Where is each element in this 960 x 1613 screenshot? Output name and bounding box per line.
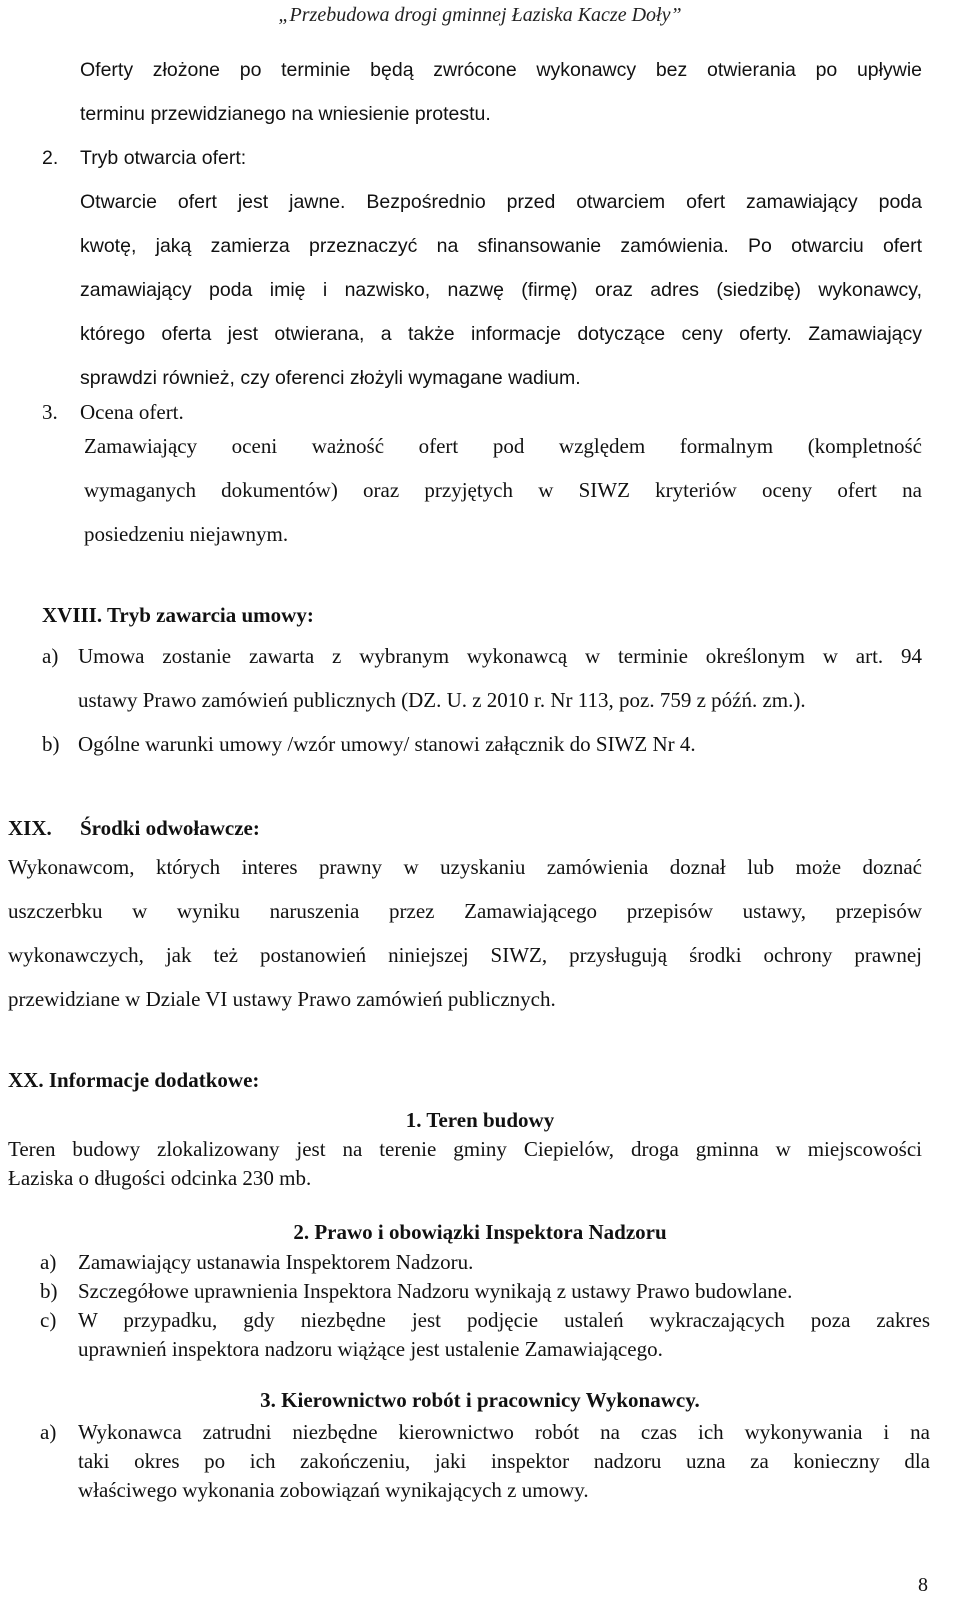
evaluation-paragraph xyxy=(84,424,922,556)
management-list xyxy=(40,1418,930,1505)
list-text: uprawnień inspektora nadzoru wiążące jest ustalenie Zamawiającego. xyxy=(78,1337,663,1361)
list-item xyxy=(42,634,922,678)
list-label: b) xyxy=(42,732,60,756)
list-text: ustawy Prawo zamówień publicznych (DZ. U. z 2010 r. Nr 113, poz. 759 z późń. zm.). xyxy=(78,688,806,712)
paragraph-line: sprawdzi również, czy oferenci złożyli wymagane wadium. xyxy=(80,367,581,389)
section-heading-xx: XX. Informacje dodatkowe: xyxy=(8,1068,260,1092)
list-item-heading xyxy=(42,400,184,425)
running-header: „Przebudowa drogi gminnej Łaziska Kacze Doły” xyxy=(278,4,682,26)
list-text: W przypadku, gdy niezbędne jest podjęcie ustaleń wykraczających poza zakres xyxy=(78,1308,930,1332)
list-item xyxy=(42,722,922,766)
paragraph-line: Zamawiający oceni ważność ofert pod względem formalnym (kompletność xyxy=(84,434,922,458)
list-item xyxy=(40,1248,930,1277)
section-heading-xix xyxy=(8,816,260,841)
paragraph-line: Wykonawcom, których interes prawny w uzyskaniu zamówienia doznał lub może doznać xyxy=(8,855,922,879)
site-paragraph xyxy=(8,1135,922,1193)
list-label: c) xyxy=(40,1308,57,1332)
paragraph-line: przewidziane w Dziale VI ustawy Prawo zamówień publicznych. xyxy=(8,987,556,1011)
list-item xyxy=(40,1306,930,1335)
paragraph-line: wykonawczych, jak też postanowień niniejszej SIWZ, przysługują środki ochrony prawnej xyxy=(8,943,922,967)
list-label: a) xyxy=(42,644,59,668)
subsection-title: 2. Prawo i obowiązki Inspektora Nadzoru xyxy=(293,1220,667,1244)
paragraph-line: Łaziska o długości odcinka 230 mb. xyxy=(8,1166,312,1190)
list-number: 2. xyxy=(42,147,59,169)
paragraph-line: kwotę, jaką zamierza przeznaczyć na sfinansowanie zamówienia. Po otwarciu ofert xyxy=(80,235,922,257)
list-item-continuation xyxy=(40,1447,930,1476)
contract-list xyxy=(42,634,922,766)
paragraph-line: zamawiający poda imię i nazwisko, nazwę (firmę) oraz adres (siedzibę) wykonawcy, xyxy=(80,279,922,301)
list-text: Szczegółowe uprawnienia Inspektora Nadzoru wynikają z ustawy Prawo budowlane. xyxy=(78,1279,793,1303)
list-item-title: Tryb otwarcia ofert: xyxy=(80,147,247,169)
section-number: XIX. xyxy=(8,816,52,840)
list-text: taki okres po ich zakończeniu, jaki inspektor nadzoru uzna za konieczny dla xyxy=(78,1449,930,1473)
paragraph-line: Teren budowy zlokalizowany jest na terenie gminy Ciepielów, droga gminna w miejscowości xyxy=(8,1137,922,1161)
list-item-continuation xyxy=(40,1335,930,1364)
subsection-title: 1. Teren budowy xyxy=(405,1108,555,1132)
list-item-continuation xyxy=(40,1476,930,1505)
page-number: 8 xyxy=(918,1574,928,1596)
list-text: Umowa zostanie zawarta z wybranym wykonawcą w terminie określonym w art. 94 xyxy=(78,644,922,668)
list-item-title: Ocena ofert. xyxy=(80,400,184,424)
paragraph-line: terminu przewidzianego na wniesienie protestu. xyxy=(80,103,491,125)
list-text: właściwego wykonania zobowiązań wynikających z umowy. xyxy=(78,1478,589,1502)
list-label: b) xyxy=(40,1279,58,1303)
list-text: Ogólne warunki umowy /wzór umowy/ stanowi załącznik do SIWZ Nr 4. xyxy=(78,732,696,756)
paragraph-line: posiedzeniu niejawnym. xyxy=(84,522,289,546)
list-item xyxy=(40,1277,930,1306)
list-item-heading xyxy=(42,136,922,180)
list-item-continuation xyxy=(42,678,922,722)
paragraph-line: Oferty złożone po terminie będą zwrócone wykonawcy bez otwierania po upływie xyxy=(80,59,922,81)
list-text: Wykonawca zatrudni niezbędne kierownictwo robót na czas ich wykonywania i na xyxy=(78,1420,930,1444)
subsection-title: 3. Kierownictwo robót i pracownicy Wykonawcy. xyxy=(260,1388,700,1412)
paragraph-line: Otwarcie ofert jest jawne. Bezpośrednio przed otwarciem ofert zamawiający poda xyxy=(80,191,922,213)
list-number: 3. xyxy=(42,400,58,424)
list-item xyxy=(40,1418,930,1447)
paragraph-line: wymaganych dokumentów) oraz przyjętych w SIWZ kryteriów oceny ofert na xyxy=(84,478,922,502)
section-heading-xviii: XVIII. Tryb zawarcia umowy: xyxy=(42,603,314,627)
list-text: Zamawiający ustanawia Inspektorem Nadzoru. xyxy=(78,1250,474,1274)
list-label: a) xyxy=(40,1420,57,1444)
paragraph-line: którego oferta jest otwierana, a także informacje dotyczące ceny oferty. Zamawiający xyxy=(80,323,922,345)
section-title: Środki odwoławcze: xyxy=(80,816,260,840)
appeal-paragraph xyxy=(8,845,922,1021)
inspector-list xyxy=(40,1248,930,1364)
tender-opening-section xyxy=(42,48,922,400)
paragraph-line: uszczerbku w wyniku naruszenia przez Zamawiającego przepisów ustawy, przepisów xyxy=(8,899,922,923)
list-label: a) xyxy=(40,1250,57,1274)
